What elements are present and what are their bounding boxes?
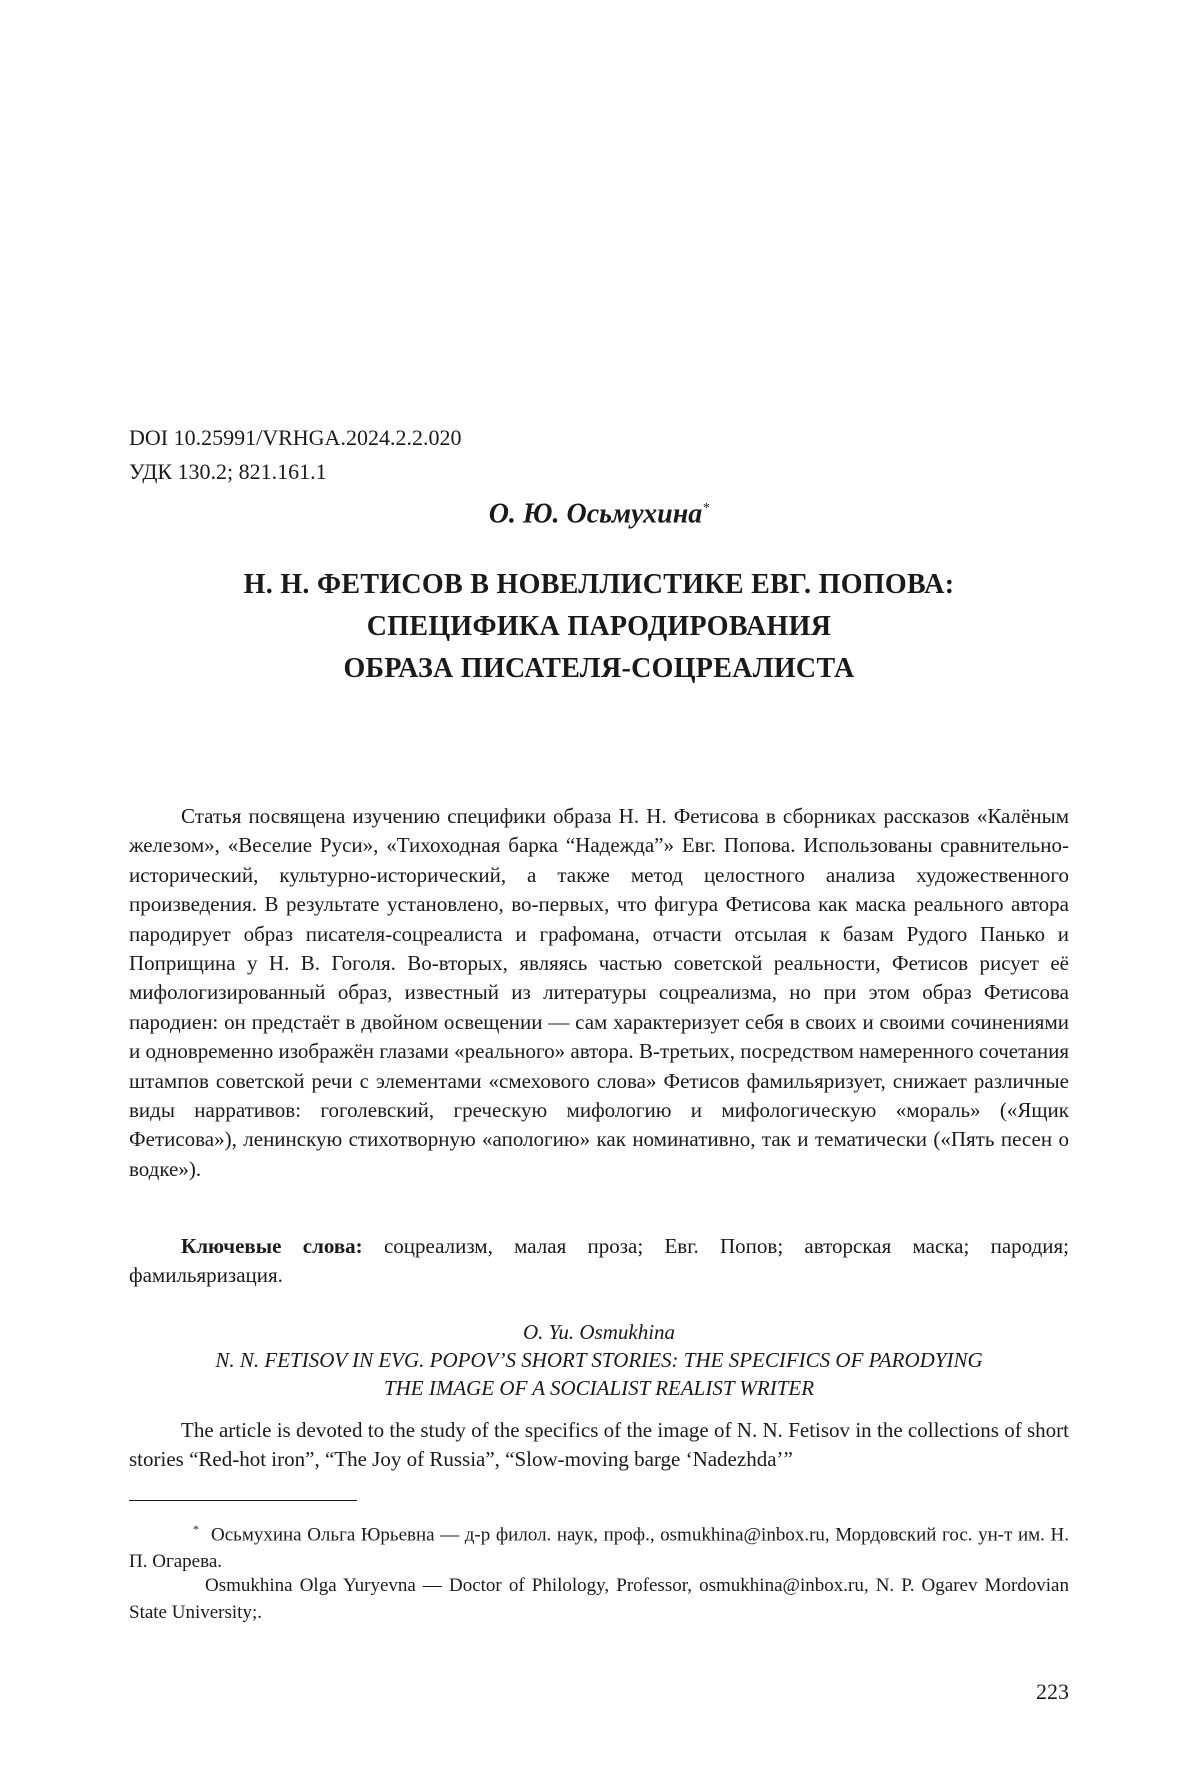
title-ru-line-2: СПЕЦИФИКА ПАРОДИРОВАНИЯ (129, 606, 1069, 648)
keywords-text: соцреализм, малая проза; Евг. Попов; авторская маска; пародия; фамильяризация. (129, 1234, 1069, 1287)
abstract-en-paragraph: The article is devoted to the study of the specifics of the image of N. N. Fetisov in the collections of short stories “Red-hot iron”, “The Joy of Russia”, “Slow-moving barge ‘Nadezhda’” (129, 1416, 1069, 1475)
journal-page (0, 0, 1200, 1784)
abstract-ru (129, 802, 1069, 1184)
author-name-en: O. Yu. Osmukhina (129, 1318, 1069, 1346)
article-title-ru (129, 564, 1069, 690)
footnote-ru-text: Осьмухина Ольга Юрьевна — д-р филол. наук, проф., osmukhina@inbox.ru, Мордовский гос. ун-т им. Н. П. Огарева. (129, 1524, 1069, 1572)
keywords-label: Ключевые слова: (181, 1234, 363, 1258)
abstract-ru-paragraph: Статья посвящена изучению специфики образа Н. Н. Фетисова в сборниках рассказов «Калёным железом», «Веселие Руси», «Тихоходная барка “Надежда”» Евг. Попова. Использованы сравнительно-исторический, культурно-исторический, а также метод целостного анализа художественного произведения. В результате установлено, во-первых, что фигура Фетисова как маска реального автора пародирует образ писателя-соцреалиста и графомана, отчасти отсылая к базам Рудого Панько и Поприщина у Н. В. Гоголя. Во-вторых, являясь частью советской реальности, Фетисов рисует её мифологизированный образ, известный из литературы соцреализма, но при этом образ Фетисова пародиен: он предстаёт в двойном освещении — сам характеризует себя в своих и своими сочинениями и одновременно изображён глазами «реального» автора. В-третьих, посредством намеренного сочетания штампов советской речи с элементами «смехового слова» Фетисов фамильяризует, снижает различные виды нарративов: гоголевский, греческую мифологию и мифологическую «мораль» («Ящик Фетисова»), ленинскую стихотворную «апологию» как номинативно, так и тематически («Пять песен о водке»). (129, 802, 1069, 1184)
title-ru-line-1: Н. Н. ФЕТИСОВ В НОВЕЛЛИСТИКЕ ЕВГ. ПОПОВА: (129, 564, 1069, 606)
title-ru-line-3: ОБРАЗА ПИСАТЕЛЯ-СОЦРЕАЛИСТА (129, 648, 1069, 690)
udk-line: УДК 130.2; 821.161.1 (129, 458, 327, 486)
footnote-en (129, 1572, 1069, 1626)
doi-line: DOI 10.25991/VRHGA.2024.2.2.020 (129, 424, 461, 452)
title-en-line-1: N. N. FETISOV IN EVG. POPOV’S SHORT STORIES: THE SPECIFICS OF PARODYING (129, 1346, 1069, 1374)
keywords-ru (129, 1232, 1069, 1291)
footnote-en-text: Osmukhina Olga Yuryevna — Doctor of Philology, Professor, osmukhina@inbox.ru, N. P. Ogarev Mordovian State University;. (129, 1572, 1069, 1626)
title-en-line-2: THE IMAGE OF A SOCIALIST REALIST WRITER (129, 1374, 1069, 1402)
footnote-separator (129, 1500, 357, 1501)
abstract-en (129, 1416, 1069, 1475)
author-footnote-mark: * (702, 501, 709, 516)
footnote-ru (129, 1516, 1069, 1575)
footnote-mark: * (193, 1522, 199, 1536)
article-title-en (129, 1346, 1069, 1402)
page-number: 223 (969, 1678, 1069, 1706)
author-name-text: О. Ю. Осьмухина (489, 498, 703, 529)
author-name-ru (129, 492, 1069, 531)
